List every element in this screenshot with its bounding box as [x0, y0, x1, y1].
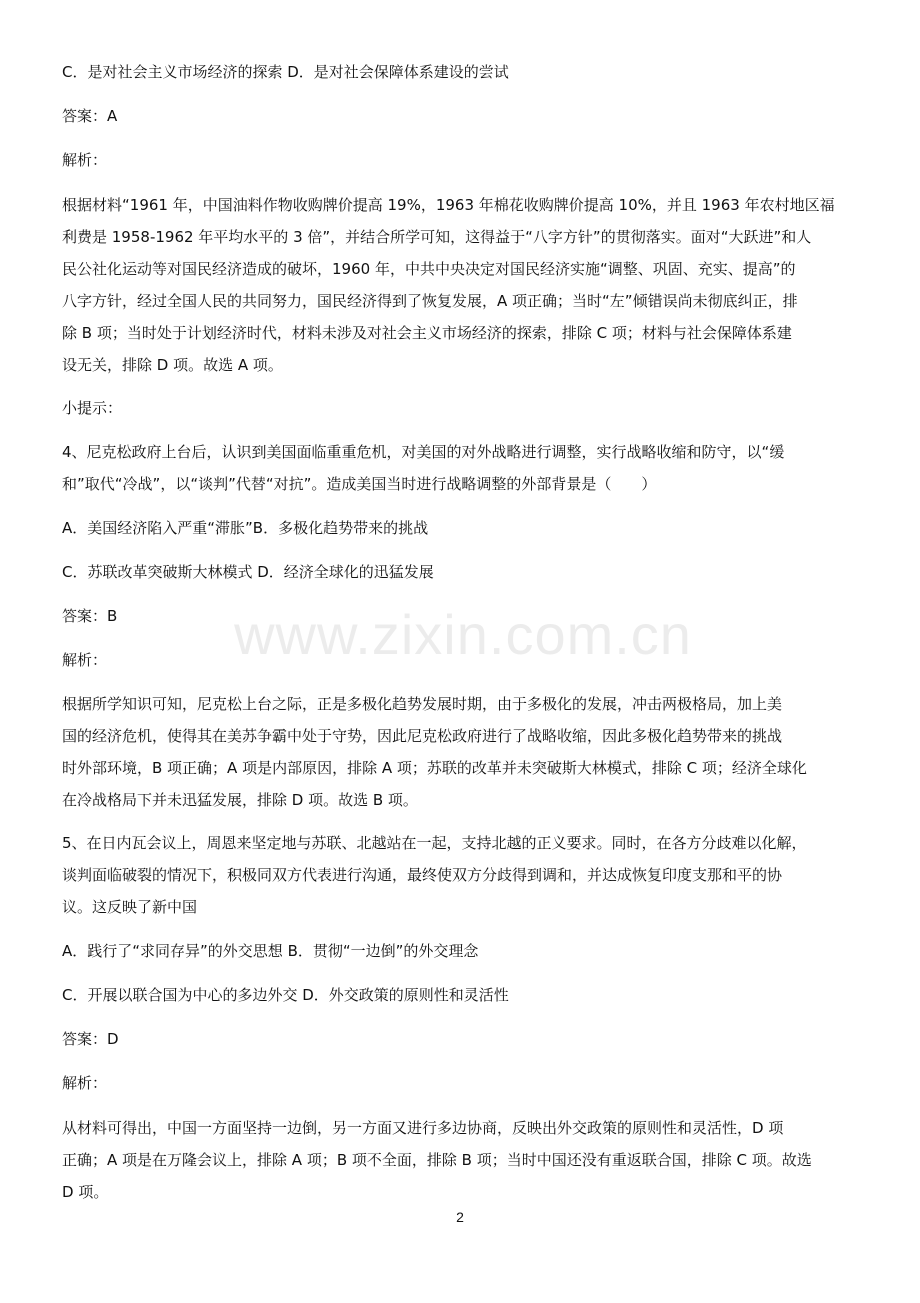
q3-analysis-line-6: 设无关，排除 D 项。故选 A 项。 [62, 356, 283, 374]
q4-analysis-heading: 解析： [62, 651, 108, 669]
q3-analysis-line-3: 民公社化运动等对国民经济造成的破坏，1960 年，中共中央决定对国民经济实施“调整、巩固、充实、提高”的 [62, 260, 796, 278]
q4-analysis-line-4: 在冷战格局下并未迅猛发展，排除 D 项。故选 B 项。 [62, 791, 418, 809]
q4-analysis-line-2: 国的经济危机，使得其在美苏争霸中处于守势，因此尼克松政府进行了战略收缩，因此多极化趋势带来的挑战 [62, 727, 783, 745]
q5-option-cd: C．开展以联合国为中心的多边外交 D．外交政策的原则性和灵活性 [62, 986, 509, 1004]
q5-stem-line-1: 5、在日内瓦会议上，周恩来坚定地与苏联、北越站在一起，支持北越的正义要求。同时，在各方分歧难以化解， [62, 834, 807, 852]
q4-analysis-line-3: 时外部环境，B 项正确；A 项是内部原因，排除 A 项；苏联的改革并未突破斯大林模式，排除 C 项；经济全球化 [62, 759, 807, 777]
q5-stem-line-3: 议。这反映了新中国 [62, 898, 198, 916]
q4-analysis-line-1: 根据所学知识可知，尼克松上台之际，正是多极化趋势发展时期，由于多极化的发展，冲击两极格局，加上美 [62, 695, 783, 713]
q3-analysis-line-2: 利费是 1958-1962 年平均水平的 3 倍”，并结合所学可知，这得益于“八字方针”的贯彻落实。面对“大跃进”和人 [62, 228, 812, 246]
q3-option-cd: C．是对社会主义市场经济的探索 D．是对社会保障体系建设的尝试 [62, 63, 509, 81]
q3-tip-heading: 小提示： [62, 399, 123, 417]
q5-stem-line-2: 谈判面临破裂的情况下，积极同双方代表进行沟通，最终使双方分歧得到调和，并达成恢复印度支那和平的协 [62, 866, 783, 884]
q3-analysis-line-4: 八字方针，经过全国人民的共同努力，国民经济得到了恢复发展，A 项正确；当时“左”倾错误尚未彻底纠正，排 [62, 292, 798, 310]
q5-analysis-line-3: D 项。 [62, 1183, 109, 1201]
q3-analysis-heading: 解析： [62, 151, 108, 169]
page-number: 2 [456, 1209, 464, 1225]
watermark: www.zixin.com.cn [234, 603, 692, 666]
q3-analysis-line-1: 根据材料“1961 年，中国油料作物收购牌价提高 19%，1963 年棉花收购牌价提高 10%，并且 1963 年农村地区福 [62, 196, 835, 214]
q3-analysis-line-5: 除 B 项；当时处于计划经济时代，材料未涉及对社会主义市场经济的探索，排除 C 项；材料与社会保障体系建 [62, 324, 792, 342]
q3-answer: 答案：A [62, 107, 118, 125]
q5-analysis-line-1: 从材料可得出，中国一方面坚持一边倒，另一方面又进行多边协商，反映出外交政策的原则性和灵活性，D 项 [62, 1119, 784, 1137]
q5-analysis-heading: 解析： [62, 1074, 108, 1092]
q4-option-cd: C．苏联改革突破斯大林模式 D．经济全球化的迅猛发展 [62, 563, 434, 581]
q4-answer: 答案：B [62, 607, 118, 625]
q4-stem-line-2: 和”取代“冷战”，以“谈判”代替“对抗”。造成美国当时进行战略调整的外部背景是（ ） [62, 475, 657, 493]
q5-analysis-line-2: 正确；A 项是在万隆会议上，排除 A 项；B 项不全面，排除 B 项；当时中国还没有重返联合国，排除 C 项。故选 [62, 1151, 812, 1169]
q4-stem-line-1: 4、尼克松政府上台后，认识到美国面临重重危机，对美国的对外战略进行调整，实行战略收缩和防守，以“缓 [62, 443, 785, 461]
q5-answer: 答案：D [62, 1030, 119, 1048]
q4-option-ab: A．美国经济陷入严重“滞胀”B．多极化趋势带来的挑战 [62, 519, 429, 537]
q5-option-ab: A．践行了“求同存异”的外交思想 B．贯彻“一边倒”的外交理念 [62, 942, 479, 960]
